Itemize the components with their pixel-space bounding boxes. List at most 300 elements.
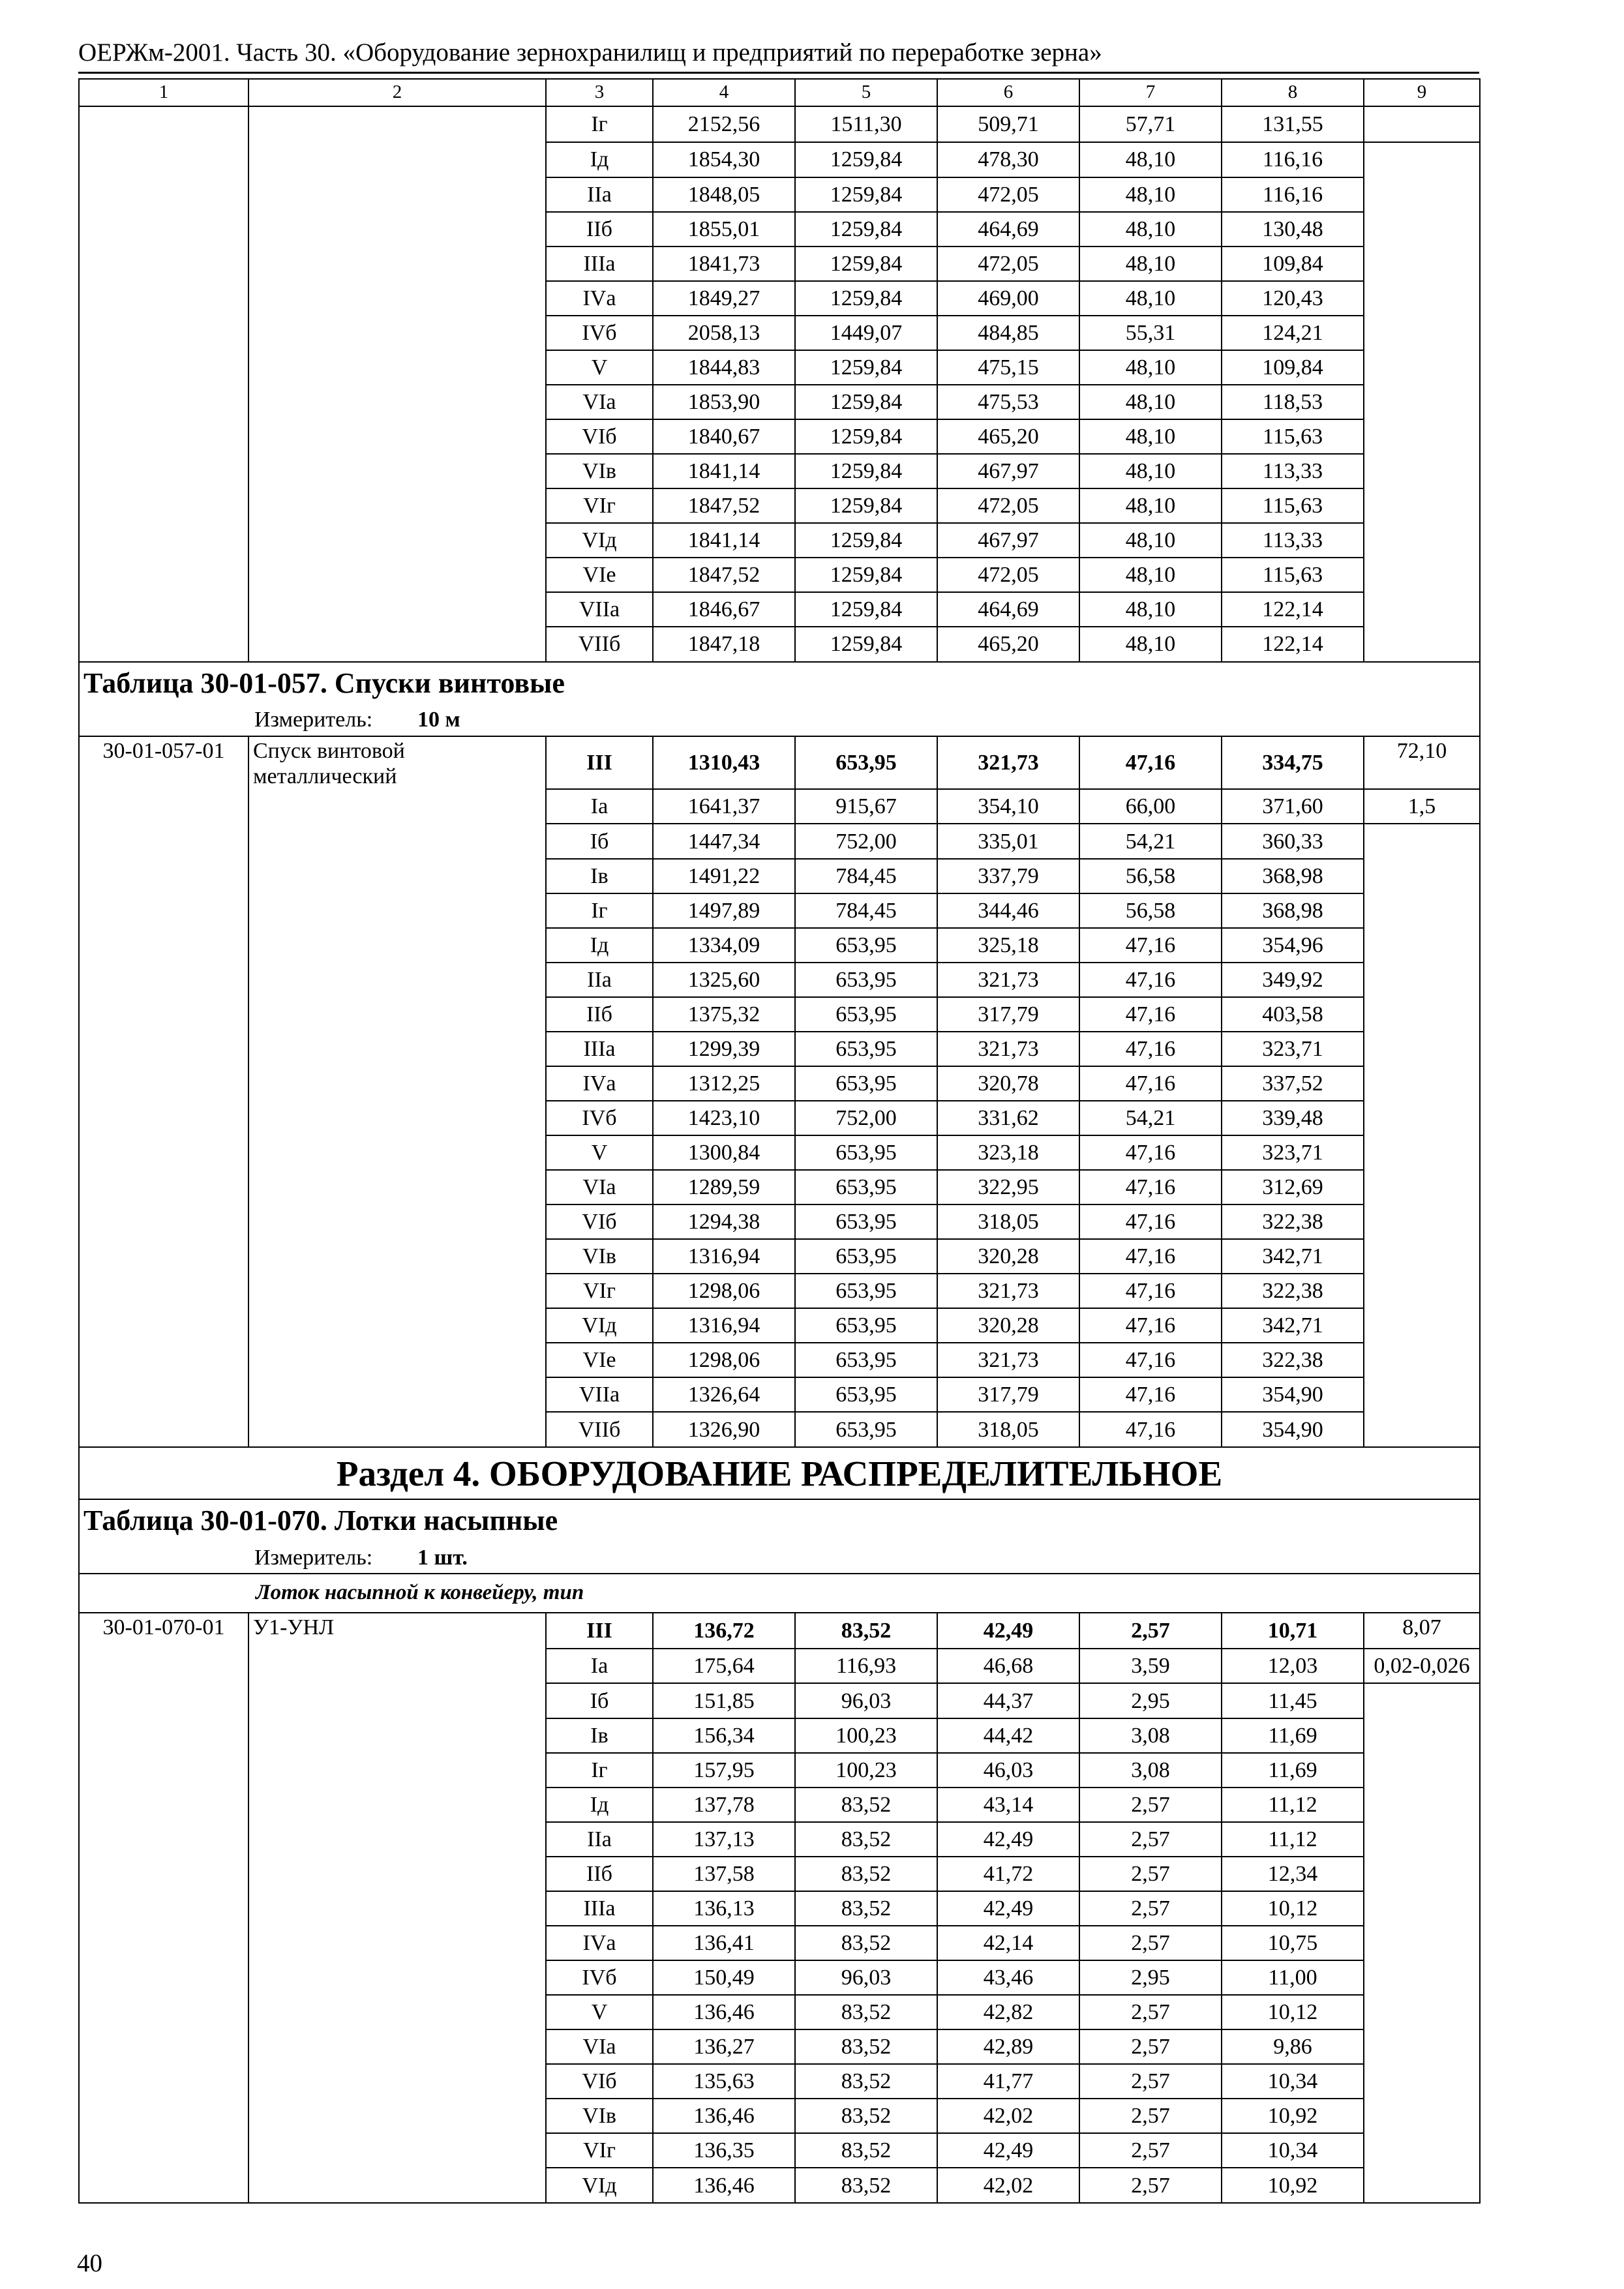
total-cell: 1316,94: [653, 1308, 795, 1343]
salary-cell: 1259,84: [795, 247, 937, 281]
salary-cell: 752,00: [795, 824, 937, 859]
item-code: 30-01-070-01: [79, 1613, 248, 1649]
resource-empty: [1364, 1204, 1480, 1239]
zone-cell: IVб: [546, 316, 653, 350]
salary-cell: 83,52: [795, 2029, 937, 2064]
salary-cell: 784,45: [795, 893, 937, 928]
table-row: [79, 350, 1480, 385]
materials-cell: 12,34: [1222, 1857, 1364, 1891]
machines-cell: 472,05: [937, 247, 1079, 281]
zone-cell: VIг: [546, 1274, 653, 1308]
resource-value: 0,02-0,026: [1364, 1649, 1480, 1683]
machinist-salary-cell: 48,10: [1079, 177, 1222, 212]
salary-cell: 1259,84: [795, 627, 937, 662]
total-cell: 136,46: [653, 2168, 795, 2203]
machines-cell: 472,05: [937, 558, 1079, 592]
item-name-empty: [248, 893, 546, 928]
machinist-salary-cell: 48,10: [1079, 385, 1222, 419]
salary-cell: 653,95: [795, 1343, 937, 1377]
total-cell: 1298,06: [653, 1274, 795, 1308]
resource-empty: [1364, 2029, 1480, 2064]
machinist-salary-cell: 47,16: [1079, 928, 1222, 963]
salary-cell: 1259,84: [795, 281, 937, 316]
table-row: [79, 1857, 1480, 1891]
machinist-salary-cell: 48,10: [1079, 350, 1222, 385]
table-row: [79, 1239, 1480, 1274]
machines-cell: 42,49: [937, 1613, 1079, 1649]
machines-cell: 42,14: [937, 1926, 1079, 1960]
total-cell: 2058,13: [653, 316, 795, 350]
total-cell: 1854,30: [653, 142, 795, 177]
materials-cell: 115,63: [1222, 419, 1364, 454]
item-name-empty: [248, 1274, 546, 1308]
salary-cell: 653,95: [795, 1308, 937, 1343]
subheading-row: [79, 1574, 1480, 1613]
item-name-empty: [248, 1101, 546, 1135]
salary-cell: 1259,84: [795, 523, 937, 558]
item-code-empty: [79, 212, 248, 247]
item-name-empty: [248, 824, 546, 859]
item-code-empty: [79, 247, 248, 281]
resource-empty: [1364, 1718, 1480, 1753]
materials-cell: 11,69: [1222, 1753, 1364, 1788]
salary-cell: 653,95: [795, 1204, 937, 1239]
table-row: [79, 1822, 1480, 1857]
machinist-salary-cell: 2,57: [1079, 1926, 1222, 1960]
machinist-salary-cell: 47,16: [1079, 963, 1222, 997]
salary-cell: 1259,84: [795, 142, 937, 177]
salary-cell: 100,23: [795, 1753, 937, 1788]
total-cell: 1326,90: [653, 1412, 795, 1447]
materials-cell: 11,12: [1222, 1788, 1364, 1822]
salary-cell: 83,52: [795, 1995, 937, 2029]
item-code-empty: [79, 1926, 248, 1960]
materials-cell: 10,12: [1222, 1995, 1364, 2029]
total-cell: 1847,18: [653, 627, 795, 662]
total-cell: 1841,14: [653, 523, 795, 558]
machines-cell: 467,97: [937, 523, 1079, 558]
item-name-empty: [248, 1891, 546, 1926]
resource-empty: [1364, 523, 1480, 558]
machines-cell: 42,49: [937, 1822, 1079, 1857]
machines-cell: 484,85: [937, 316, 1079, 350]
zone-cell: VIб: [546, 419, 653, 454]
resource-empty: [1364, 488, 1480, 523]
item-name-empty: [248, 2099, 546, 2133]
zone-cell: VIб: [546, 1204, 653, 1239]
zone-cell: VIа: [546, 2029, 653, 2064]
machinist-salary-cell: 47,16: [1079, 1032, 1222, 1066]
machinist-salary-cell: 47,16: [1079, 997, 1222, 1032]
total-cell: 136,46: [653, 1995, 795, 2029]
item-name-empty: [248, 523, 546, 558]
resource-empty: [1364, 106, 1480, 142]
page-number: 40: [77, 2249, 102, 2277]
table-row: [79, 1170, 1480, 1204]
materials-cell: 118,53: [1222, 385, 1364, 419]
item-code-empty: [79, 1960, 248, 1995]
measure-value: 10 м: [417, 708, 460, 732]
zone-cell: Iв: [546, 1718, 653, 1753]
total-cell: 137,78: [653, 1788, 795, 1822]
zone-cell: IIIа: [546, 1891, 653, 1926]
zone-cell: Iа: [546, 1649, 653, 1683]
resource-empty: [1364, 963, 1480, 997]
materials-cell: 371,60: [1222, 789, 1364, 824]
zone-cell: VIд: [546, 1308, 653, 1343]
measure-label: Измеритель:: [254, 1545, 373, 1570]
resource-empty: [1364, 1308, 1480, 1343]
salary-cell: 1259,84: [795, 212, 937, 247]
machines-cell: 472,05: [937, 488, 1079, 523]
machinist-salary-cell: 47,16: [1079, 1412, 1222, 1447]
item-code-empty: [79, 963, 248, 997]
item-name-empty: [248, 558, 546, 592]
resource-empty: [1364, 1683, 1480, 1718]
materials-cell: 115,63: [1222, 558, 1364, 592]
item-code-empty: [79, 893, 248, 928]
table-row: [79, 385, 1480, 419]
zone-cell: IIб: [546, 997, 653, 1032]
machines-cell: 331,62: [937, 1101, 1079, 1135]
machines-cell: 325,18: [937, 928, 1079, 963]
total-cell: 1325,60: [653, 963, 795, 997]
machinist-salary-cell: 47,16: [1079, 1204, 1222, 1239]
machines-cell: 469,00: [937, 281, 1079, 316]
total-cell: 1294,38: [653, 1204, 795, 1239]
item-code-empty: [79, 1101, 248, 1135]
machinist-salary-cell: 47,16: [1079, 1308, 1222, 1343]
item-name-empty: [248, 1239, 546, 1274]
item-name-empty: [248, 1343, 546, 1377]
item-code-empty: [79, 824, 248, 859]
machines-cell: 472,05: [937, 177, 1079, 212]
machinist-salary-cell: 2,57: [1079, 2168, 1222, 2203]
item-name-empty: [248, 789, 546, 824]
materials-cell: 342,71: [1222, 1308, 1364, 1343]
item-name-empty: [248, 2029, 546, 2064]
machines-cell: 41,77: [937, 2064, 1079, 2099]
total-cell: 136,46: [653, 2099, 795, 2133]
machinist-salary-cell: 47,16: [1079, 1239, 1222, 1274]
salary-cell: 1259,84: [795, 592, 937, 627]
item-code-empty: [79, 1032, 248, 1066]
total-cell: 2152,56: [653, 106, 795, 142]
machinist-salary-cell: 3,08: [1079, 1718, 1222, 1753]
resource-empty: [1364, 824, 1480, 859]
subheading: Лоток насыпной к конвейеру, тип: [79, 1574, 1480, 1613]
machinist-salary-cell: 3,59: [1079, 1649, 1222, 1683]
item-code-empty: [79, 316, 248, 350]
resource-empty: [1364, 928, 1480, 963]
machinist-salary-cell: 2,57: [1079, 1822, 1222, 1857]
materials-cell: 368,98: [1222, 859, 1364, 893]
machines-cell: 509,71: [937, 106, 1079, 142]
column-number: 5: [795, 79, 937, 106]
table-row: [79, 1308, 1480, 1343]
total-cell: 1849,27: [653, 281, 795, 316]
resource-empty: [1364, 997, 1480, 1032]
materials-cell: 113,33: [1222, 454, 1364, 488]
table-title-row: [79, 662, 1480, 704]
section-title: Раздел 4. ОБОРУДОВАНИЕ РАСПРЕДЕЛИТЕЛЬНОЕ: [79, 1447, 1480, 1499]
salary-cell: 653,95: [795, 1135, 937, 1170]
item-name-empty: [248, 1170, 546, 1204]
materials-cell: 339,48: [1222, 1101, 1364, 1135]
table-row: [79, 2168, 1480, 2203]
resource-empty: [1364, 859, 1480, 893]
item-code-empty: [79, 2168, 248, 2203]
total-cell: 1312,25: [653, 1066, 795, 1101]
table-row: [79, 1135, 1480, 1170]
machinist-salary-cell: 57,71: [1079, 106, 1222, 142]
item-code-empty: [79, 627, 248, 662]
machinist-salary-cell: 47,16: [1079, 1135, 1222, 1170]
total-cell: 1299,39: [653, 1032, 795, 1066]
total-cell: 1423,10: [653, 1101, 795, 1135]
table-row: [79, 316, 1480, 350]
machinist-salary-cell: 48,10: [1079, 488, 1222, 523]
zone-cell: Iд: [546, 1788, 653, 1822]
total-cell: 1298,06: [653, 1343, 795, 1377]
column-number: 9: [1364, 79, 1480, 106]
resource-value: 72,10: [1364, 736, 1480, 789]
machinist-salary-cell: 48,10: [1079, 212, 1222, 247]
item-name-empty: [248, 1960, 546, 1995]
table-title-row: [79, 1499, 1480, 1542]
item-name-empty: [248, 212, 546, 247]
machines-cell: 41,72: [937, 1857, 1079, 1891]
materials-cell: 113,33: [1222, 523, 1364, 558]
salary-cell: 1511,30: [795, 106, 937, 142]
salary-cell: 1259,84: [795, 454, 937, 488]
zone-cell: IVб: [546, 1960, 653, 1995]
zone-cell: Iа: [546, 789, 653, 824]
table-row: [79, 963, 1480, 997]
table-row: [79, 2064, 1480, 2099]
resource-empty: [1364, 1274, 1480, 1308]
item-code-empty: [79, 488, 248, 523]
table-row: [79, 859, 1480, 893]
salary-cell: 752,00: [795, 1101, 937, 1135]
salary-cell: 653,95: [795, 1066, 937, 1101]
zone-cell: VIе: [546, 558, 653, 592]
item-code-empty: [79, 2029, 248, 2064]
machinist-salary-cell: 48,10: [1079, 523, 1222, 558]
resource-empty: [1364, 385, 1480, 419]
zone-cell: VIIа: [546, 1377, 653, 1412]
machinist-salary-cell: 2,57: [1079, 2099, 1222, 2133]
item-name-empty: [248, 1066, 546, 1101]
measure-row: [79, 1542, 1480, 1574]
total-cell: 1447,34: [653, 824, 795, 859]
materials-cell: 312,69: [1222, 1170, 1364, 1204]
zone-cell: Iб: [546, 824, 653, 859]
table-row: [79, 1788, 1480, 1822]
item-code-empty: [79, 789, 248, 824]
measure-value: 1 шт.: [417, 1545, 468, 1570]
zone-cell: IVа: [546, 1066, 653, 1101]
column-number: 6: [937, 79, 1079, 106]
machines-cell: 42,02: [937, 2099, 1079, 2133]
machinist-salary-cell: 54,21: [1079, 824, 1222, 859]
machinist-salary-cell: 2,57: [1079, 2064, 1222, 2099]
table-row: [79, 627, 1480, 662]
price-table: [78, 78, 1481, 2204]
item-name-empty: [248, 627, 546, 662]
table-row: [79, 789, 1480, 824]
item-name-empty: [248, 2133, 546, 2168]
machinist-salary-cell: 2,95: [1079, 1960, 1222, 1995]
salary-cell: 653,95: [795, 736, 937, 789]
resource-empty: [1364, 592, 1480, 627]
resource-empty: [1364, 1995, 1480, 2029]
item-code-empty: [79, 1204, 248, 1239]
total-cell: 1310,43: [653, 736, 795, 789]
salary-cell: 83,52: [795, 2168, 937, 2203]
machines-cell: 43,46: [937, 1960, 1079, 1995]
materials-cell: 122,14: [1222, 627, 1364, 662]
table-row: [79, 558, 1480, 592]
item-code-empty: [79, 1308, 248, 1343]
item-code-empty: [79, 1377, 248, 1412]
item-name-empty: [248, 1788, 546, 1822]
machines-cell: 337,79: [937, 859, 1079, 893]
item-name-empty: [248, 1412, 546, 1447]
table-row: [79, 1343, 1480, 1377]
machines-cell: 321,73: [937, 1343, 1079, 1377]
total-cell: 137,13: [653, 1822, 795, 1857]
materials-cell: 10,34: [1222, 2064, 1364, 2099]
machinist-salary-cell: 47,16: [1079, 736, 1222, 789]
salary-cell: 653,95: [795, 1170, 937, 1204]
table-row: [79, 281, 1480, 316]
machinist-salary-cell: 47,16: [1079, 1066, 1222, 1101]
materials-cell: 131,55: [1222, 106, 1364, 142]
item-code-empty: [79, 1718, 248, 1753]
table-row: [79, 1926, 1480, 1960]
total-cell: 1841,14: [653, 454, 795, 488]
table-title: Таблица 30-01-070. Лотки насыпные: [79, 1499, 1480, 1542]
column-number: 4: [653, 79, 795, 106]
zone-cell: V: [546, 1135, 653, 1170]
machines-cell: 464,69: [937, 592, 1079, 627]
materials-cell: 124,21: [1222, 316, 1364, 350]
salary-cell: 96,03: [795, 1683, 937, 1718]
item-name-empty: [248, 2168, 546, 2203]
item-name-empty: [248, 1822, 546, 1857]
resource-empty: [1364, 1170, 1480, 1204]
total-cell: 157,95: [653, 1753, 795, 1788]
zone-cell: VIд: [546, 523, 653, 558]
item-name-empty: [248, 928, 546, 963]
table-row: [79, 1995, 1480, 2029]
salary-cell: 100,23: [795, 1718, 937, 1753]
zone-cell: VIв: [546, 454, 653, 488]
salary-cell: 1259,84: [795, 558, 937, 592]
table-row: [79, 1683, 1480, 1718]
salary-cell: 116,93: [795, 1649, 937, 1683]
zone-cell: III: [546, 1613, 653, 1649]
zone-cell: III: [546, 736, 653, 789]
zone-cell: Iг: [546, 106, 653, 142]
zone-cell: IIа: [546, 1822, 653, 1857]
table-row: [79, 997, 1480, 1032]
item-name-empty: [248, 454, 546, 488]
total-cell: 1853,90: [653, 385, 795, 419]
item-name-empty: [248, 592, 546, 627]
total-cell: 1848,05: [653, 177, 795, 212]
machinist-salary-cell: 2,57: [1079, 1788, 1222, 1822]
item-name-empty: [248, 1926, 546, 1960]
measure-row: [79, 704, 1480, 736]
resource-value: 1,5: [1364, 789, 1480, 824]
machines-cell: 465,20: [937, 627, 1079, 662]
table-row: [79, 142, 1480, 177]
item-name-empty: [248, 1753, 546, 1788]
materials-cell: 403,58: [1222, 997, 1364, 1032]
item-name-empty: [248, 142, 546, 177]
resource-empty: [1364, 1788, 1480, 1822]
item-code-empty: [79, 1995, 248, 2029]
zone-cell: Iв: [546, 859, 653, 893]
zone-cell: VIа: [546, 385, 653, 419]
table-row: [79, 1032, 1480, 1066]
table-row: [79, 1960, 1480, 1995]
salary-cell: 653,95: [795, 1274, 937, 1308]
materials-cell: 109,84: [1222, 350, 1364, 385]
machinist-salary-cell: 2,57: [1079, 2133, 1222, 2168]
machines-cell: 320,28: [937, 1239, 1079, 1274]
item-code-empty: [79, 1135, 248, 1170]
table-row: [79, 928, 1480, 963]
column-number: 3: [546, 79, 653, 106]
materials-cell: 10,12: [1222, 1891, 1364, 1926]
materials-cell: 323,71: [1222, 1135, 1364, 1170]
salary-cell: 83,52: [795, 2064, 937, 2099]
materials-cell: 10,71: [1222, 1613, 1364, 1649]
machinist-salary-cell: 2,57: [1079, 1891, 1222, 1926]
machinist-salary-cell: 56,58: [1079, 893, 1222, 928]
salary-cell: 83,52: [795, 1857, 937, 1891]
salary-cell: 83,52: [795, 1613, 937, 1649]
machines-cell: 465,20: [937, 419, 1079, 454]
column-number: 1: [79, 79, 248, 106]
zone-cell: VIг: [546, 2133, 653, 2168]
zone-cell: IVа: [546, 1926, 653, 1960]
machinist-salary-cell: 48,10: [1079, 558, 1222, 592]
machines-cell: 323,18: [937, 1135, 1079, 1170]
zone-cell: IIа: [546, 963, 653, 997]
total-cell: 1300,84: [653, 1135, 795, 1170]
resource-empty: [1364, 1412, 1480, 1447]
materials-cell: 322,38: [1222, 1343, 1364, 1377]
item-code-empty: [79, 1274, 248, 1308]
table-row: [79, 1412, 1480, 1447]
table-row: [79, 1377, 1480, 1412]
table-row: [79, 1274, 1480, 1308]
zone-cell: Iд: [546, 142, 653, 177]
machinist-salary-cell: 48,10: [1079, 419, 1222, 454]
salary-cell: 653,95: [795, 1032, 937, 1066]
machines-cell: 42,89: [937, 2029, 1079, 2064]
item-code-empty: [79, 558, 248, 592]
machines-cell: 354,10: [937, 789, 1079, 824]
materials-cell: 354,90: [1222, 1377, 1364, 1412]
salary-cell: 83,52: [795, 1926, 937, 1960]
measure-label: Измеритель:: [254, 708, 373, 732]
resource-empty: [1364, 1960, 1480, 1995]
